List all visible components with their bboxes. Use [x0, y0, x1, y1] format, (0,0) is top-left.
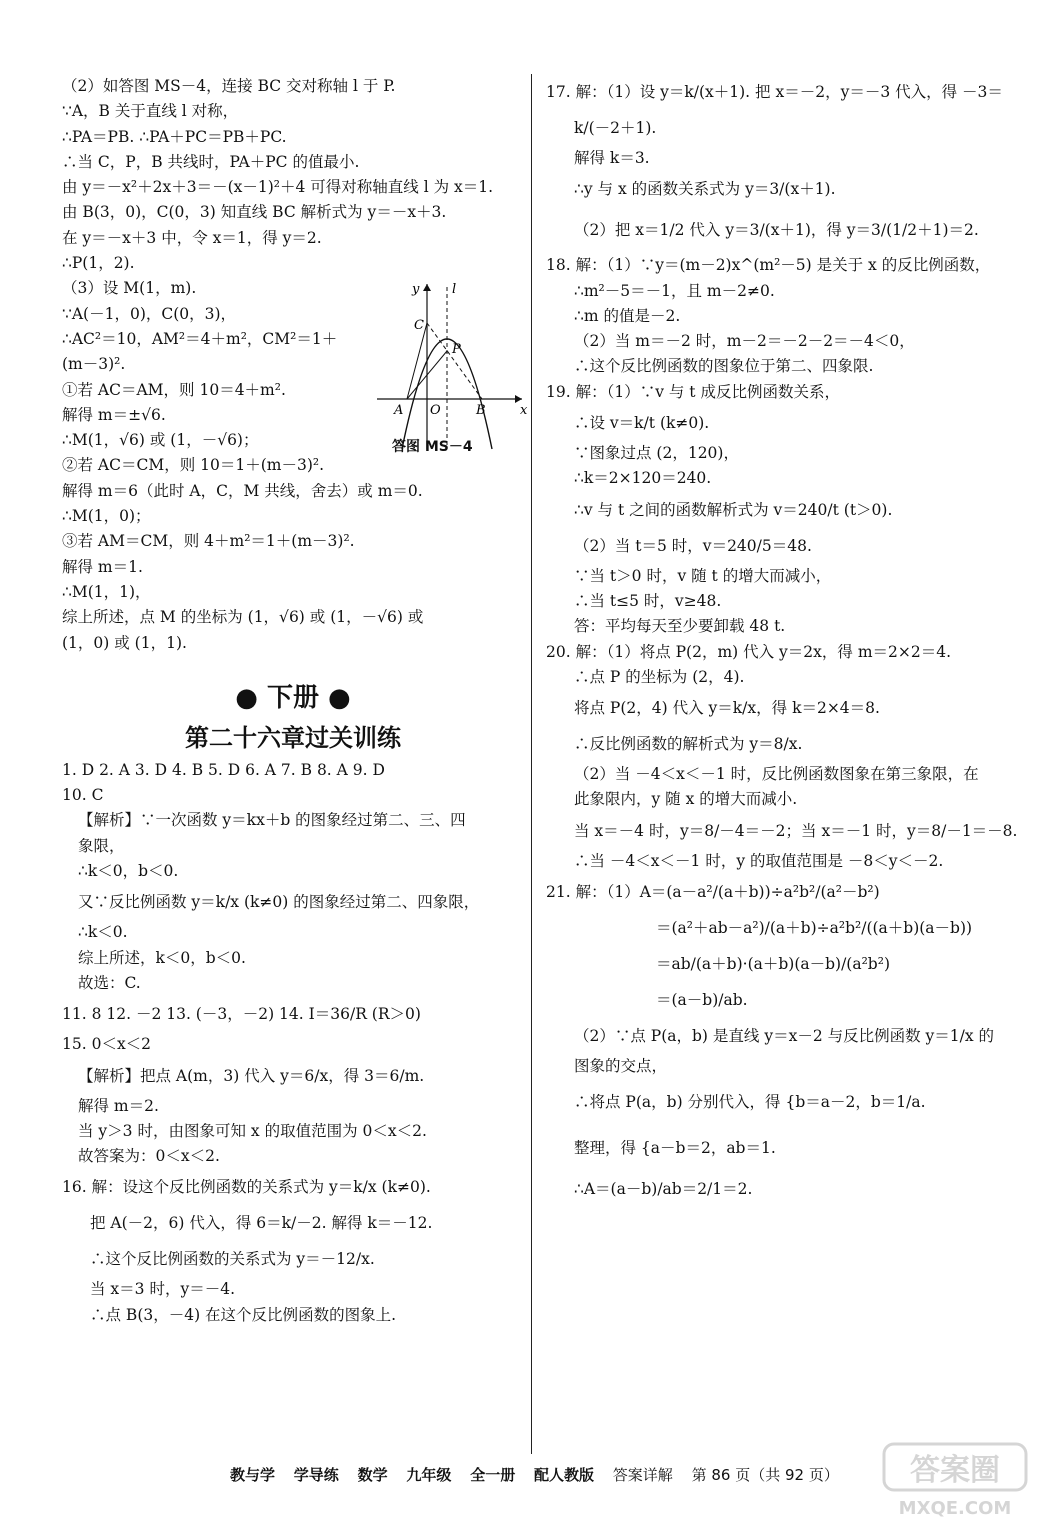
chapter-title: 第二十六章过关训练	[185, 723, 401, 752]
solution-line: ∵图象过点 (2，120)，	[574, 444, 739, 463]
solution-line: ∴v 与 t 之间的函数解析式为 v＝240/t (t＞0).	[574, 500, 893, 519]
text-line: ∴M(1，√6) 或 (1，－√6)；	[62, 431, 259, 450]
solution-line: 20. 解：（1）将点 P(2，m) 代入 y＝2x，得 m＝2×2＝4.	[546, 642, 952, 661]
solution-line: k/(－2＋1).	[574, 119, 657, 137]
label-b: B	[476, 403, 486, 418]
section-title: ● 下册 ●	[235, 682, 351, 713]
watermark-site-text: MXQE.COM	[898, 1498, 1012, 1519]
footer-series: 学导练	[293, 1466, 339, 1484]
text-line: (m－3)².	[62, 355, 126, 374]
text-line: ∴AC²＝10，AM²＝4＋m²，CM²＝1＋	[62, 329, 338, 348]
answers-line: 15. 0＜x＜2	[62, 1035, 152, 1054]
footer-volume: 全一册	[470, 1466, 516, 1484]
text-line: ∴当 C，P，B 共线时，PA＋PC 的值最小.	[62, 152, 360, 171]
text-line: (1，0) 或 (1，1).	[62, 633, 187, 652]
x-axis-arrow	[515, 395, 522, 403]
label-o: O	[430, 403, 441, 418]
solution-line: ＝(a－b)/ab.	[656, 991, 748, 1010]
solution-line: ∵当 t＞0 时，v 随 t 的增大而减小，	[574, 566, 832, 585]
text-line: （3）设 M(1，m).	[62, 279, 197, 298]
text-line: ②若 AC＝CM，则 10＝1＋(m－3)².	[62, 456, 325, 475]
text-line: ∴M(1，0)；	[62, 507, 151, 526]
label-c: C	[414, 318, 424, 333]
text-line: ∴PA＝PB. ∴PA＋PC＝PB＋PC.	[62, 127, 287, 146]
solution-line: ＝(a²＋ab－a²)/(a＋b)÷a²b²/((a＋b)(a－b))	[656, 919, 973, 938]
solution-line: （2）∵点 P(a，b) 是直线 y＝x－2 与反比例函数 y＝1/x 的	[574, 1027, 995, 1046]
solution-line: ∴m 的值是－2.	[574, 306, 681, 325]
footer-page-number: 第 86 页（共 92 页）	[691, 1466, 839, 1484]
text-line: ①若 AC＝AM，则 10＝4＋m².	[62, 380, 286, 399]
analysis-line: 【解析】∵一次函数 y＝kx＋b 的图象经过第二、三、四	[78, 811, 466, 830]
solution-line: 19. 解：（1）∵v 与 t 成反比例函数关系，	[546, 382, 840, 401]
right-column	[546, 74, 1016, 1207]
text-line: 解得 m＝1.	[62, 557, 143, 576]
solution-line: （2）当 －4＜x＜－1 时，反比例函数图象在第三象限，在	[574, 765, 979, 784]
solution-line: 此象限内，y 随 x 的增大而减小.	[574, 790, 798, 809]
solution-line: ∴当 t≤5 时，v≥48.	[574, 591, 722, 610]
text-line: 解得 m＝±√6.	[62, 405, 166, 424]
footer-grade: 九年级	[406, 1466, 452, 1484]
text-line: ∴P(1，2).	[62, 254, 135, 273]
solution-line: 当 x＝3 时，y＝－4.	[90, 1280, 236, 1299]
footer-label: 答案详解	[612, 1466, 673, 1484]
solution-line: 18. 解：（1）∵y＝(m－2)x^(m²－5) 是关于 x 的反比例函数，	[546, 256, 991, 275]
solution-line: （2）当 t＝5 时，v＝240/5＝48.	[574, 536, 812, 555]
solution-line: 把 A(－2，6) 代入，得 6＝k/－2. 解得 k＝－12.	[90, 1214, 433, 1233]
analysis-line: 综上所述，k＜0，b＜0.	[78, 948, 246, 967]
solution-line: ∴点 B(3，－4) 在这个反比例函数的图象上.	[90, 1305, 396, 1324]
parabola-figure	[372, 279, 532, 459]
analysis-line: 当 y＞3 时，由图象可知 x 的取值范围为 0＜x＜2.	[78, 1121, 427, 1140]
footer-book: 教与学	[230, 1466, 276, 1484]
label-p: P	[452, 342, 461, 357]
footer-subject: 数学	[357, 1466, 388, 1484]
text-line: 在 y＝－x＋3 中，令 x＝1，得 y＝2.	[62, 228, 322, 247]
figure-caption: 答图 MS－4	[392, 439, 473, 455]
watermark-logo-text: 答案圈	[910, 1453, 1000, 1488]
column-divider	[531, 74, 532, 1454]
solution-line: 图象的交点，	[574, 1057, 668, 1076]
text-line: 综上所述，点 M 的坐标为 (1，√6) 或 (1，－√6) 或	[62, 608, 424, 627]
solution-line: （2）把 x＝1/2 代入 y＝3/(x＋1)，得 y＝3/(1/2＋1)＝2.	[574, 221, 979, 240]
solution-line: 整理，得 {a－b＝2，ab＝1.	[574, 1139, 776, 1158]
solution-line: ∴将点 P(a，b) 分别代入，得 {b＝a－2，b＝1/a.	[574, 1093, 926, 1112]
answers-line: 1. D 2. A 3. D 4. B 5. D 6. A 7. B 8. A 9. D	[62, 760, 385, 779]
text-line: ③若 AM＝CM，则 4＋m²＝1＋(m－3)².	[62, 532, 355, 551]
text-line: ∵A(－1，0)，C(0，3)，	[62, 304, 237, 323]
solution-line: ∴m²－5＝－1，且 m－2≠0.	[574, 281, 775, 300]
text-line: ∵A，B 关于直线 l 对称，	[62, 102, 239, 121]
text-line: 由 y＝－x²＋2x＋3＝－(x－1)²＋4 可得对称轴直线 l 为 x＝1.	[62, 178, 494, 197]
solution-line: ∴当 －4＜x＜－1 时，y 的取值范围是 －8＜y＜－2.	[574, 851, 944, 870]
watermark-logo	[880, 1440, 1030, 1520]
y-axis-arrow	[423, 284, 431, 291]
solution-line: 16. 解：设这个反比例函数的关系式为 y＝k/x (k≠0).	[62, 1178, 431, 1197]
analysis-line: 解得 m＝2.	[78, 1096, 159, 1115]
label-y: y	[412, 282, 420, 297]
solution-line: ＝ab/(a＋b)·(a＋b)(a－b)/(a²b²)	[656, 955, 890, 974]
analysis-line: 故答案为：0＜x＜2.	[78, 1147, 220, 1166]
solution-line: ∴这个反比例函数的关系式为 y＝－12/x.	[90, 1250, 375, 1269]
analysis-line: 【解析】把点 A(m，3) 代入 y＝6/x，得 3＝6/m.	[78, 1066, 425, 1085]
analysis-line: 又∵反比例函数 y＝k/x (k≠0) 的图象经过第二、四象限，	[78, 893, 480, 912]
solution-line: 21. 解：（1）A＝(a－a²/(a＋b))÷a²b²/(a²－b²)	[546, 883, 880, 902]
solution-line: 解得 k＝3.	[574, 149, 650, 167]
text-line: 解得 m＝6（此时 A，C，M 共线，舍去）或 m＝0.	[62, 481, 423, 500]
solution-line: ∴设 v＝k/t (k≠0).	[574, 414, 710, 433]
solution-line: ∴y 与 x 的函数关系式为 y＝3/(x＋1).	[574, 180, 836, 199]
label-a: A	[394, 403, 404, 418]
solution-line: ∴这个反比例函数的图象位于第二、四象限.	[574, 357, 874, 376]
analysis-line: ∴k＜0.	[78, 923, 128, 942]
text-line: ∴M(1，1)，	[62, 582, 151, 601]
solution-line: ∴k＝2×120＝240.	[574, 469, 712, 488]
solution-line: ∴反比例函数的解析式为 y＝8/x.	[574, 735, 803, 754]
solution-line: 答：平均每天至少要卸载 48 t.	[574, 617, 786, 636]
text-line: （2）如答图 MS－4，连接 BC 交对称轴 l 于 P.	[62, 77, 396, 95]
segment-bc	[427, 323, 482, 399]
left-column	[62, 74, 528, 1328]
solution-line: 17. 解：（1）设 y＝k/(x＋1). 把 x＝－2，y＝－3 代入，得 －3＝	[546, 83, 1003, 101]
footer-edition: 配人教版	[533, 1466, 594, 1484]
label-l: l	[452, 282, 457, 297]
analysis-line: 故选：C.	[78, 973, 141, 992]
solution-line: ∴A＝(a－b)/ab＝2/1＝2.	[574, 1180, 753, 1199]
solution-line: （2）当 m＝－2 时，m－2＝－2－2＝－4＜0，	[574, 332, 915, 351]
answers-line: 10. C	[62, 786, 104, 805]
label-x: x	[520, 403, 528, 418]
answers-line: 11. 8 12. －2 13. (－3，－2) 14. I＝36/R (R＞0)	[62, 1005, 421, 1024]
solution-line: ∴点 P 的坐标为 (2，4).	[574, 667, 745, 686]
text-line: 由 B(3，0)，C(0，3) 知直线 BC 解析式为 y＝－x＋3.	[62, 203, 447, 222]
solution-line: 当 x＝－4 时，y＝8/－4＝－2；当 x＝－1 时，y＝8/－1＝－8.	[574, 821, 1018, 840]
analysis-line: 象限，	[78, 836, 125, 855]
solution-line: 将点 P(2，4) 代入 y＝k/x，得 k＝2×4＝8.	[574, 699, 880, 718]
analysis-line: ∴k＜0，b＜0.	[78, 862, 179, 881]
